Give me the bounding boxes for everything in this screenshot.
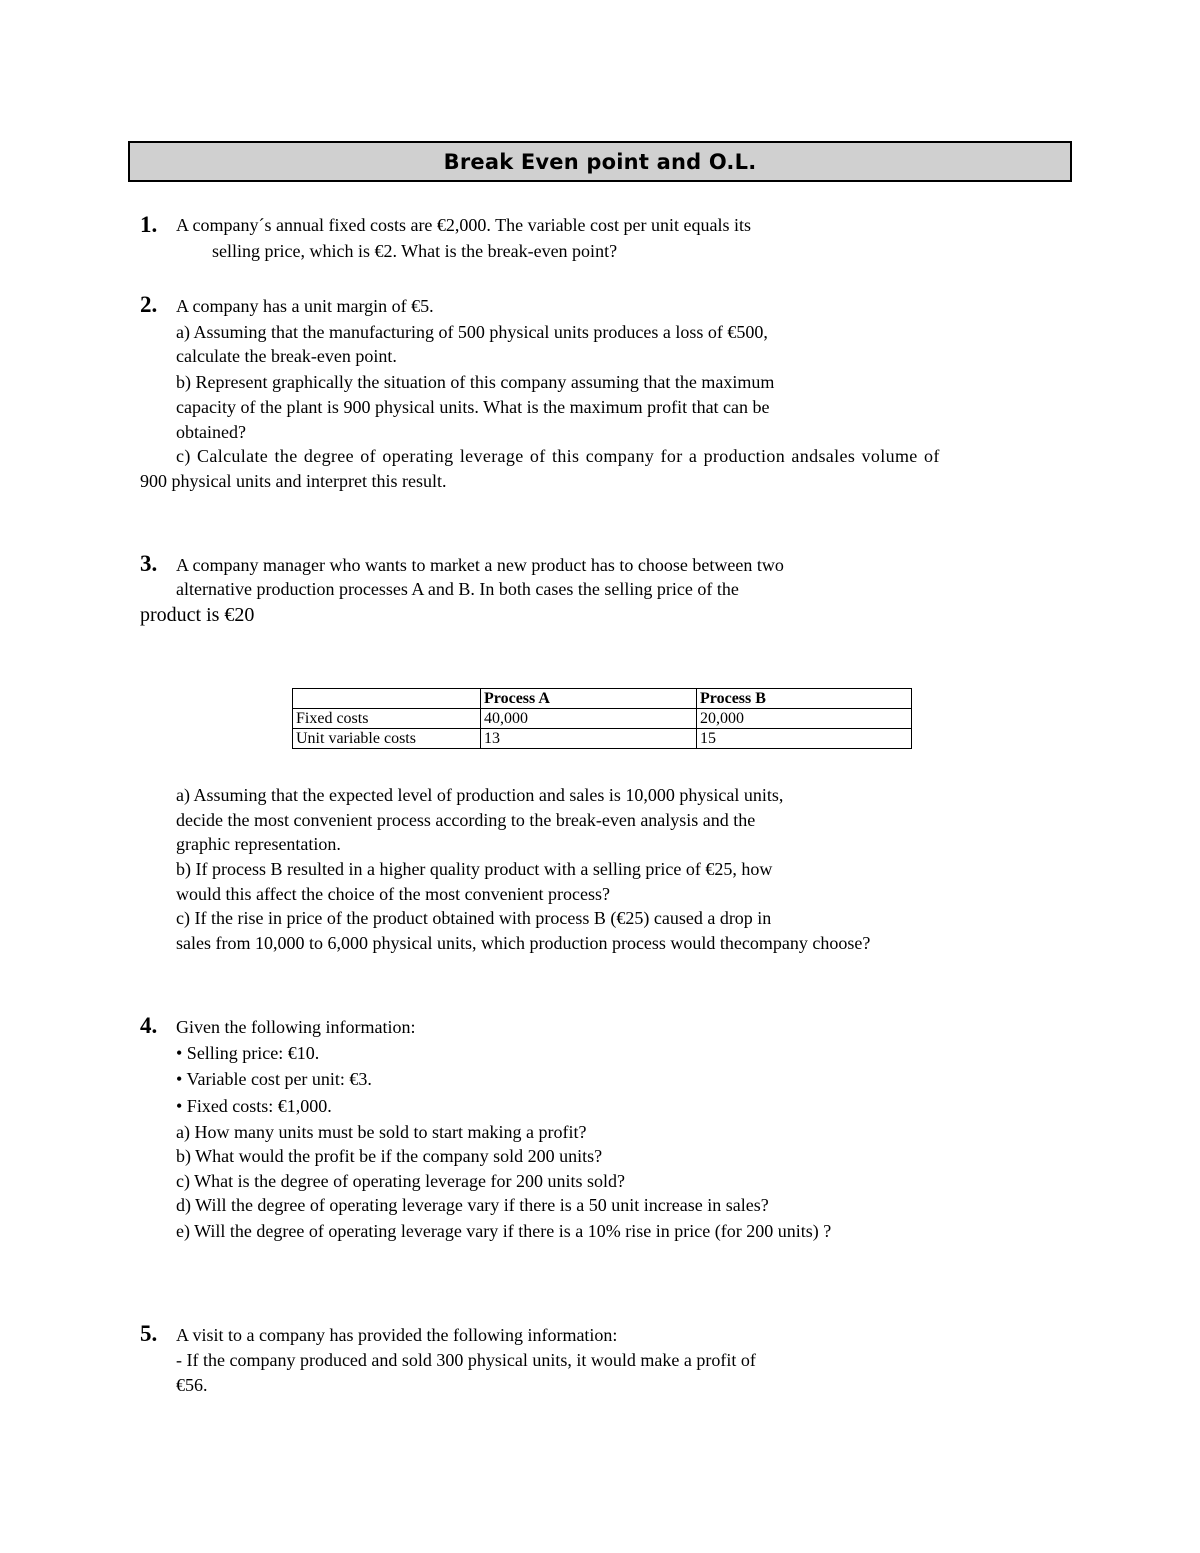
question-4-bullet: • Selling price: €10. xyxy=(176,1043,320,1063)
question-1-number: 1. xyxy=(140,212,158,237)
question-5-number: 5. xyxy=(140,1321,158,1346)
table-row xyxy=(293,709,912,729)
table-header-cell: Process B xyxy=(697,689,912,709)
question-4-line: c) What is the degree of operating leverage for 200 units sold? xyxy=(176,1171,626,1191)
table-cell: Unit variable costs xyxy=(293,729,481,749)
question-3-subline: decide the most convenient process according to the break-even analysis and the xyxy=(176,810,756,830)
table-cell: 40,000 xyxy=(481,709,697,729)
question-2-line: a) Assuming that the manufacturing of 500 physical units produces a loss of €500, xyxy=(176,322,768,342)
question-5-line: - If the company produced and sold 300 physical units, it would make a profit of xyxy=(176,1350,756,1370)
question-3-subline: c) If the rise in price of the product obtained with process B (€25) caused a drop in xyxy=(176,908,772,928)
table-header-cell xyxy=(293,689,481,709)
question-2-number: 2. xyxy=(140,292,158,317)
question-4-bullet: • Fixed costs: €1,000. xyxy=(176,1096,332,1116)
question-3-number: 3. xyxy=(140,551,158,576)
question-3-line: alternative production processes A and B. In both cases the selling price of the xyxy=(176,579,739,599)
question-1-line: A company´s annual fixed costs are €2,000. The variable cost per unit equals its xyxy=(176,215,752,235)
table-cell: 13 xyxy=(481,729,697,749)
question-2-line: 900 physical units and interpret this result. xyxy=(140,471,447,491)
question-2-line: c) Calculate the degree of operating leverage of this company for a production andsales volume of xyxy=(176,446,940,466)
question-4-line: b) What would the profit be if the company sold 200 units? xyxy=(176,1146,603,1166)
question-4-bullet: • Variable cost per unit: €3. xyxy=(176,1069,372,1089)
question-3-subline: sales from 10,000 to 6,000 physical units, which production process would thecompany choose? xyxy=(176,933,871,953)
page-title: Break Even point and O.L. xyxy=(443,149,757,174)
process-table xyxy=(292,688,912,749)
question-4-number: 4. xyxy=(140,1013,158,1038)
title-box xyxy=(128,141,1072,182)
question-3-subline: b) If process B resulted in a higher quality product with a selling price of €25, how xyxy=(176,859,773,879)
question-3-subline: graphic representation. xyxy=(176,834,341,854)
table-cell: 20,000 xyxy=(697,709,912,729)
question-4-line: a) How many units must be sold to start making a profit? xyxy=(176,1122,587,1142)
question-3-line: A company manager who wants to market a new product has to choose between two xyxy=(176,555,784,575)
table-header-row xyxy=(293,689,912,709)
question-2-line: calculate the break-even point. xyxy=(176,346,397,366)
question-2-line: A company has a unit margin of €5. xyxy=(176,296,434,316)
question-4-line: e) Will the degree of operating leverage vary if there is a 10% rise in price (for 200 units) ? xyxy=(176,1221,832,1241)
question-2-line: capacity of the plant is 900 physical units. What is the maximum profit that can be xyxy=(176,397,770,417)
question-3-line: product is €20 xyxy=(140,604,255,626)
question-4-line: d) Will the degree of operating leverage vary if there is a 50 unit increase in sales? xyxy=(176,1195,769,1215)
table-cell: Fixed costs xyxy=(293,709,481,729)
table-row xyxy=(293,729,912,749)
table-cell: 15 xyxy=(697,729,912,749)
question-4-line: Given the following information: xyxy=(176,1017,416,1037)
question-5-line: A visit to a company has provided the following information: xyxy=(176,1325,618,1345)
question-5-line: €56. xyxy=(176,1375,208,1395)
question-3-subline: would this affect the choice of the most convenient process? xyxy=(176,884,611,904)
question-2-line: obtained? xyxy=(176,422,246,442)
question-3-subline: a) Assuming that the expected level of production and sales is 10,000 physical units, xyxy=(176,785,784,805)
question-1-line: selling price, which is €2. What is the break-even point? xyxy=(212,241,618,261)
question-2-line: b) Represent graphically the situation of this company assuming that the maximum xyxy=(176,372,775,392)
table-header-cell: Process A xyxy=(481,689,697,709)
